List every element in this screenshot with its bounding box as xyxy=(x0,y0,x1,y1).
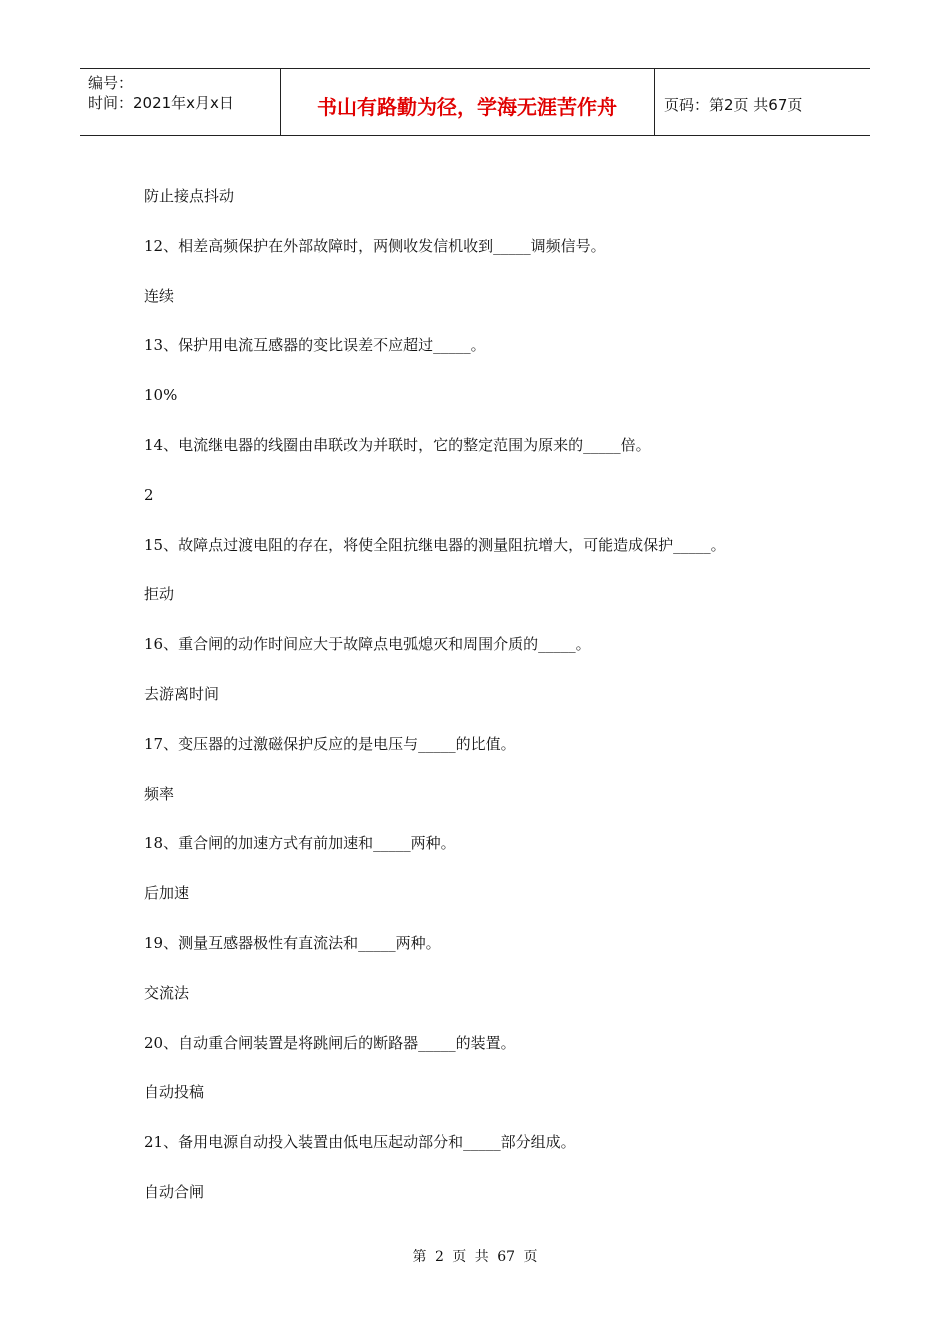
answer-line: 拒动 xyxy=(144,585,175,604)
document-date-label: 时间：2021年x月x日 xyxy=(88,94,234,112)
question-line: 20、自动重合闸装置是将跳闸后的断路器_____的装置。 xyxy=(144,1033,516,1052)
answer-line: 10% xyxy=(144,386,178,405)
question-line: 15、故障点过渡电阻的存在，将使全阻抗继电器的测量阻抗增大，可能造成保护_____。 xyxy=(144,535,726,554)
question-line: 13、保护用电流互感器的变比误差不应超过_____。 xyxy=(144,336,486,355)
page-footer: 第 2 页 共 67 页 xyxy=(412,1249,538,1265)
question-line: 19、测量互感器极性有直流法和_____两种。 xyxy=(144,933,441,952)
header-motto: 书山有路勤为径，学海无涯苦作舟 xyxy=(317,95,617,119)
question-line: 17、变压器的过激磁保护反应的是电压与_____的比值。 xyxy=(144,734,516,753)
question-line: 21、备用电源自动投入装置由低电压起动部分和_____部分组成。 xyxy=(144,1133,576,1152)
question-line: 16、重合闸的动作时间应大于故障点电弧熄灭和周围介质的_____。 xyxy=(144,635,591,654)
answer-line: 自动合闸 xyxy=(144,1182,205,1201)
answer-line: 2 xyxy=(144,485,154,504)
question-line: 14、电流继电器的线圈由串联改为并联时，它的整定范围为原来的_____倍。 xyxy=(144,435,651,454)
answer-line: 频率 xyxy=(144,784,175,803)
answer-line: 去游离时间 xyxy=(144,684,220,703)
header-page-info: 页码：第2页 共67页 xyxy=(664,96,803,114)
header-meta xyxy=(88,73,234,113)
answer-line: 防止接点抖动 xyxy=(144,187,235,205)
page-header xyxy=(80,68,870,136)
answer-line: 交流法 xyxy=(144,983,190,1002)
question-line: 18、重合闸的加速方式有前加速和_____两种。 xyxy=(144,834,456,853)
question-line: 12、相差高频保护在外部故障时，两侧收发信机收到_____调频信号。 xyxy=(144,236,606,255)
document-number-label: 编号： xyxy=(88,74,134,92)
answer-line: 自动投稿 xyxy=(144,1083,205,1102)
answer-line: 后加速 xyxy=(144,884,190,903)
document-body xyxy=(144,185,844,1231)
header-divider-right xyxy=(654,69,655,136)
answer-line: 连续 xyxy=(144,286,175,305)
